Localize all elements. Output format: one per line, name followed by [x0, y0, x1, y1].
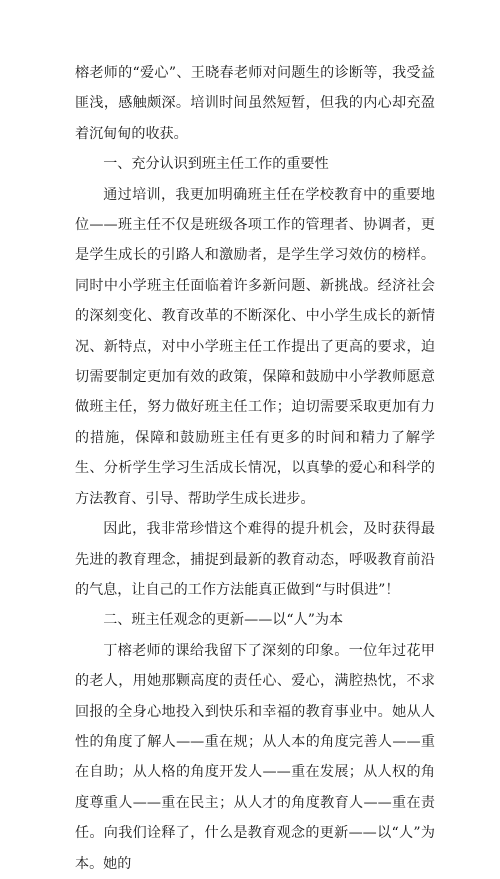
paragraph-body: 通过培训，我更加明确班主任在学校教育中的重要地位——班主任不仅是班级各项工作的管理者、协调者，更是学生成长的引路人和激励者，是学生学习效仿的榜样。同时中小学班主任面临着许多新问题、新挑战。经济社会的深刻变化、教育改革的不断深化、中小学生成长的新情况、新特点，对中小学班主任工作提出了更高的要求，迫切需要制定更加有效的政策，保障和鼓励中小学教师愿意做班主任，努力做好班主任工作；迫切需要采取更加有力的措施，保障和鼓励班主任有更多的时间和精力了解学生、分析学生学习生活成长情况，以真挚的爱心和科学的方法教育、引导、帮助学生成长进步。: [75, 186, 435, 507]
section-heading-1: 一、充分认识到班主任工作的重要性: [103, 156, 329, 173]
paragraph-body: 丁榕老师的课给我留下了深刻的印象。一位年过花甲的老人，用她那颗高度的责任心、爱心，满腔热忱，不求回报的全身心地投入到快乐和幸福的教育事业中。她从人性的角度了解人——重在规；从人本的角度完善人——重在自助；从人格的角度开发人——重在发展；从人权的角度尊重人——重在民主；从人才的角度教育人——重在责任。向我们诠释了，什么是教育观念的更新——以“人”为本。她的: [75, 642, 435, 872]
paragraph-body: 因此，我非常珍惜这个难得的提升机会，及时获得最先进的教育理念，捕捉到最新的教育动态，呼吸教育前沿的气息，让自己的工作方法能真正做到“与时俱进”！: [75, 521, 435, 598]
paragraph-continuation: 榕老师的“爱心”、王晓春老师对问题生的诊断等，我受益匪浅，感触颇深。培训时间虽然短暂，但我的内心却充盈着沉甸甸的收获。: [75, 65, 435, 142]
section-heading-2: 二、班主任观念的更新——以“人”为本: [103, 612, 344, 629]
document-body: [75, 58, 435, 879]
